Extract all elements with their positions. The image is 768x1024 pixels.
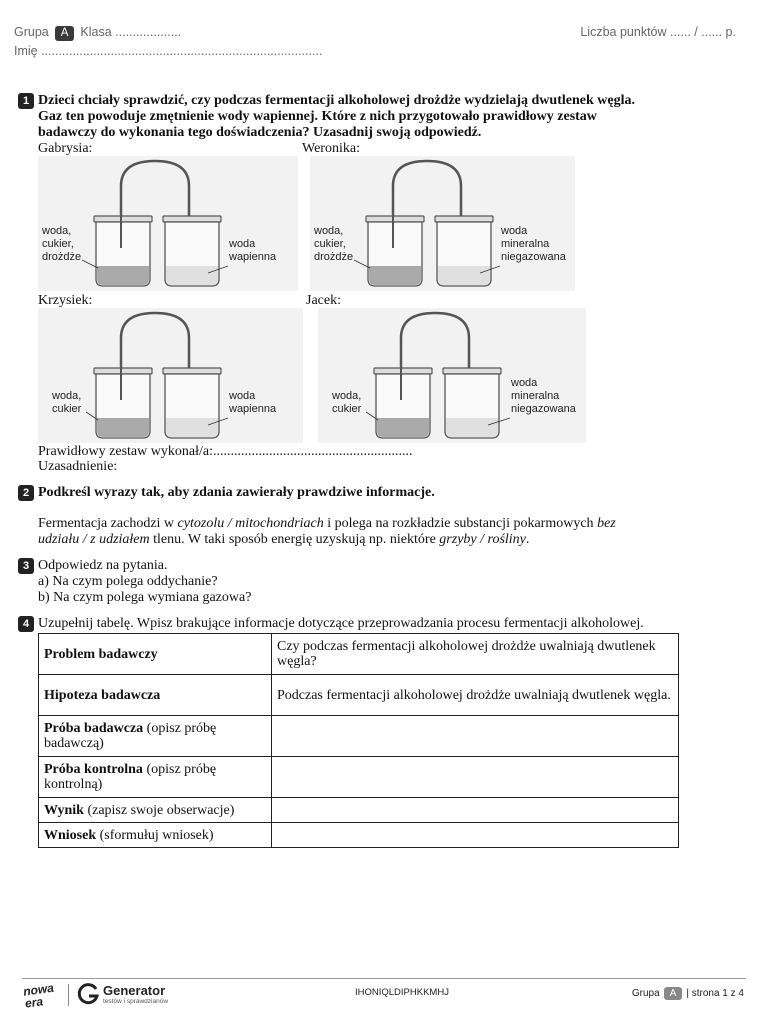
question-2-number: 2 [18,485,34,501]
logo-nowa: nowa [22,980,55,999]
row-label-bold: Próba badawcza [44,721,144,736]
option-cytozol-mitochondria[interactable]: cytozolu / mitochondriach [177,516,324,531]
label-left-2: cukier [332,403,362,415]
question-1-line-3: badawczy do wykonania tego doświadczenia? Uzasadnij swoją odpowiedź. [38,125,482,140]
figure-weronika [310,156,575,291]
table-row [39,757,679,798]
question-4-title: Uzupełnij tabelę. Wpisz brakujące informacje dotyczące przeprowadzania procesu fermentacji alkoholowej. [38,616,644,631]
group-badge: A [55,26,75,41]
table-row [39,675,679,716]
row-label-note: (opisz próbę kontrolną) [44,762,217,792]
label-right-2: wapienna [229,251,277,263]
table-row [39,716,679,757]
name-field[interactable]: Imię ................................................................................. [14,44,323,58]
row-label [39,823,272,848]
figure-gabrysia [38,156,298,291]
q2-text-4: . [525,532,530,547]
logo-separator [68,984,69,1006]
label-right-1: woda [511,377,538,389]
label-left-2: cukier, [314,238,346,250]
question-1-line-2: Gaz ten powoduje zmętnienie wody wapiennej. Które z nich przygotowało prawidłowy zestaw [38,109,597,124]
label-left-2: cukier, [42,238,74,250]
footer-group-label: Grupa [631,988,660,999]
answer-field-justification[interactable]: Uzasadnienie: [38,459,118,474]
label-right-1: woda [229,238,256,250]
points-field[interactable]: Liczba punktów ...... / ...... p. [580,25,736,39]
option-bez[interactable]: bez [597,516,616,531]
generator-subtitle: testów i sprawdzianów [103,998,169,1005]
question-3-b: b) Na czym polega wymiana gazowa? [38,590,252,605]
question-1-line-1: Dzieci chciały sprawdzić, czy podczas fermentacji alkoholowej drożdże wydzielają dwutlenek węgla. [38,93,635,108]
row-label-bold: Wynik [44,802,84,818]
group-label: Grupa [14,25,49,39]
label-right-2: mineralna [511,390,560,402]
row-label-bold: Problem badawczy [44,646,158,662]
row-label [39,757,272,798]
q2-text-3: tlenu. W taki sposób energię uzyskują np. niektóre [149,532,440,547]
footer-divider [22,978,746,979]
header-group-row [14,25,181,41]
row-label [39,634,272,675]
row-answer-cell[interactable] [272,798,679,823]
question-4-number: 4 [18,616,34,632]
row-answer-cell[interactable] [272,823,679,848]
label-left-3: drożdże [314,251,354,263]
nowa-era-logo [23,980,66,1009]
label-right-2: wapienna [229,403,277,415]
row-answer-cell[interactable] [272,716,679,757]
label-left-1: woda, [42,225,72,237]
class-field[interactable]: Klasa ................... [80,25,182,39]
question-3-a: a) Na czym polega oddychanie? [38,574,218,589]
footer-group-badge: A [664,987,683,1000]
label-right-3: niegazowana [501,251,566,263]
row-label-note: (zapisz swoje obserwacje) [83,802,235,818]
question-3-number: 3 [18,558,34,574]
table-row [39,823,679,848]
row-label [39,675,272,716]
table-row [39,798,679,823]
option-grzyby-rosliny[interactable]: grzyby / rośliny [439,532,526,547]
q2-text-1: Fermentacja zachodzi w [38,516,178,531]
table-row [39,634,679,675]
row-label-bold: Próba kontrolna [44,762,143,777]
fermentation-table [38,633,679,848]
label-right-2: mineralna [501,238,550,250]
row-label-note: (opisz próbę badawczą) [44,721,217,751]
question-2-title: Podkreśl wyrazy tak, aby zdania zawierały prawdziwe informacje. [38,485,435,500]
footer-page-number: | strona 1 z 4 [686,988,744,999]
row-label [39,798,272,823]
label-left-3: drożdże [42,251,82,263]
question-3-title: Odpowiedz na pytania. [38,558,168,573]
label-right-1: woda [501,225,528,237]
row-value: Czy podczas fermentacji alkoholowej drożdże uwalniają dwutlenek węgla? [272,634,679,675]
q2-text-2: i polega na rozkładzie substancji pokarmowych [323,516,598,531]
question-2-paragraph [38,516,663,548]
figure-jacek [318,308,586,443]
footer-page-info [632,987,744,1000]
option-udzialu-z-udzialem[interactable]: udziału / z udziałem [38,532,150,547]
figure-krzysiek [38,308,303,443]
generator-icon [76,982,100,1011]
row-label-note: (sformułuj wniosek) [96,827,214,843]
answer-field-set[interactable]: Prawidłowy zestaw wykonał/a:......................................................... [38,444,413,459]
logo-era: era [24,994,44,1011]
row-label-bold: Wniosek [44,827,97,843]
generator-title: Generator [103,983,166,998]
label-right-3: niegazowana [511,403,576,415]
label-right-1: woda [229,390,256,402]
set-name-gabrysia: Gabrysia: [38,141,93,156]
row-label [39,716,272,757]
set-name-jacek: Jacek: [306,293,341,308]
row-answer-cell[interactable] [272,757,679,798]
set-name-weronika: Weronika: [302,141,360,156]
document-code: IHONIQLDIPHKKMHJ [355,987,449,998]
row-label-bold: Hipoteza badawcza [44,687,161,703]
row-value: Podczas fermentacji alkoholowej drożdże uwalniają dwutlenek węgla. [272,675,679,716]
label-left-1: woda, [52,390,82,402]
label-left-1: woda, [332,390,362,402]
question-1-number: 1 [18,93,34,109]
label-left-2: cukier [52,403,82,415]
set-name-krzysiek: Krzysiek: [38,293,93,308]
label-left-1: woda, [314,225,344,237]
